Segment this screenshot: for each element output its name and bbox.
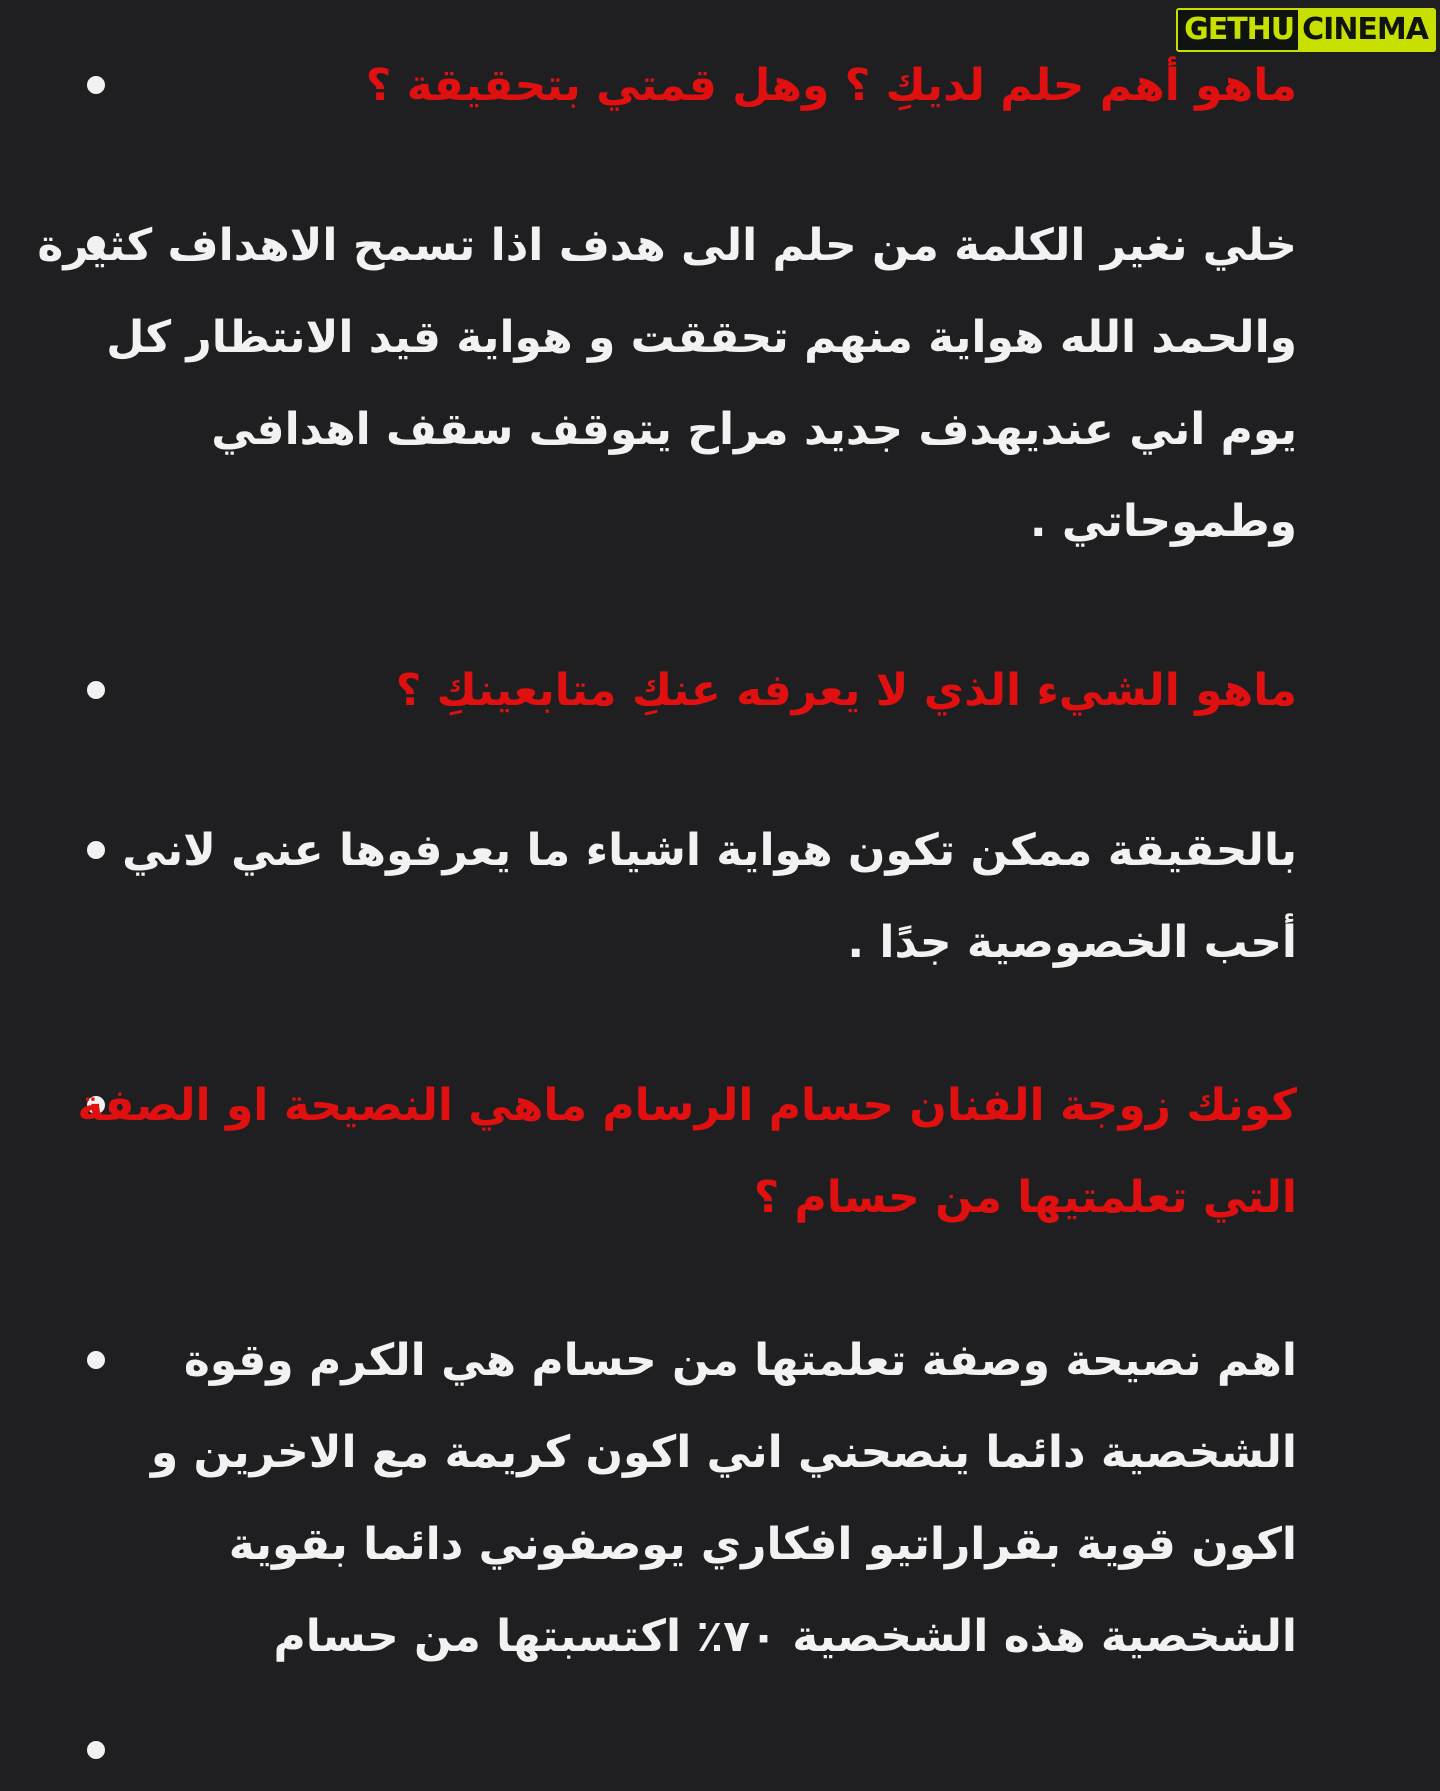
question-text: ماهو أهم حلم لديكِ ؟ وهل قمتي بتحقيقة ؟ [365,60,1297,111]
watermark-part-1: GETHU [1178,10,1298,50]
answer-text: بالحقيقة ممكن تكون هواية اشياء ما يعرفوها عني لاني أحب الخصوصية جدًا . [122,825,1297,968]
watermark-part-2: CINEMA [1298,10,1434,50]
question-text: ماهو الشيء الذي لا يعرفه عنكِ متابعينكِ ؟ [395,665,1297,716]
answer-text: خلي نغير الكلمة من حلم الى هدف اذا تسمح الاهداف كثيرة والحمد الله هواية منهم تحققت و هواية قيد الانتظار كل يوم اني عنديهدف جديد مراح يتوقف سقف اهدافي وطموحاتي . [37,220,1297,547]
question-text: كونك زوجة الفنان حسام الرسام ماهي النصيحة او الصفة التي تعلمتيها من حسام ؟ [77,1080,1297,1223]
bullet-icon [87,1741,105,1759]
answer-text: اهم نصيحة وصفة تعلمتها من حسام هي الكرم وقوة الشخصية دائما ينصحني اني اكون كريمة مع الاخرين و اكون قوية بقراراتيو افكاري يوصفوني دائما بقوية الشخصية هذه الشخصية ٧٠٪ اكتسبتها من حسام [150,1335,1297,1662]
watermark-logo [1176,8,1436,52]
